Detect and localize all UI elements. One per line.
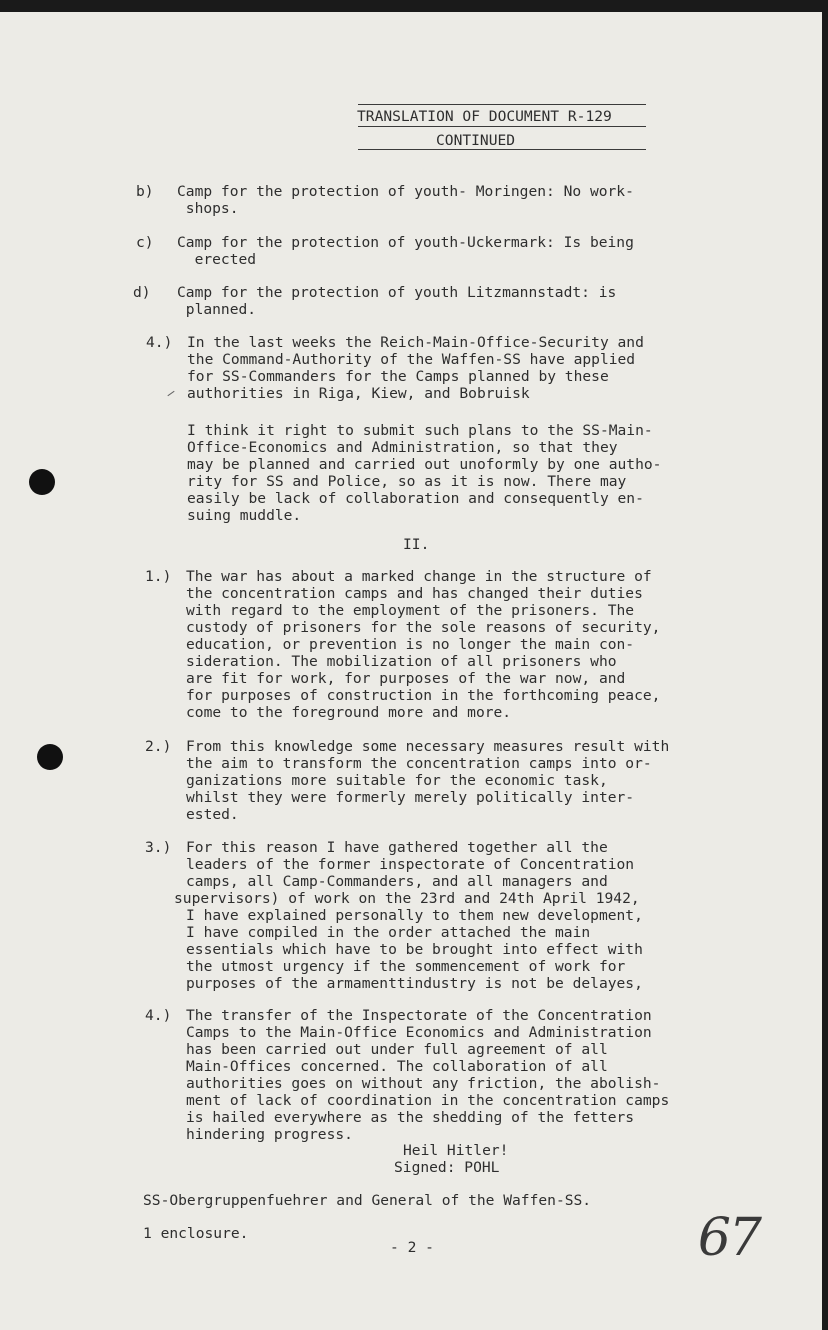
item-2-text: From this knowledge some necessary measures result with the aim to transform the concentration camps into or- ganizations more suitable for the economic task, whilst they were formerly merely politically inter- ested. (186, 738, 670, 823)
item-3-text: For this reason I have gathered together all the leaders of the former inspectorate of Concentration camps, all Camp-Commanders, and all managers and supervisors) of work on the 23rd and 24th April 1942, I have explained personally to them new development, I have compiled in the order attached the main essentials which have to be brought into effect with the utmost urgency if the sommencement of work for purposes of the armamenttindustry is not be delayes, (174, 839, 643, 992)
item-4b-text: The transfer of the Inspectorate of the Concentration Camps to the Main-Office Economics and Administration has been carried out under full agreement of all Main-Offices concerned. The collaboration of all authorities goes on without any friction, the abolish- ment of lack of coordination in the concentration camps is hailed everywhere as the shedding of the fetters hindering progress. (186, 1007, 670, 1143)
item-b-label: b) (136, 183, 154, 200)
handwritten-page-number: 67 (697, 1208, 760, 1268)
punch-hole-top (29, 469, 55, 495)
item-d-text: Camp for the protection of youth Litzmannstadt: is planned. (177, 284, 617, 318)
signer-rank: SS-Obergruppenfuehrer and General of the Waffen-SS. (143, 1192, 592, 1209)
enclosure-note: 1 enclosure. (143, 1225, 249, 1242)
page-number: - 2 - (390, 1239, 434, 1256)
item-c-label: c) (136, 234, 154, 251)
document-title: TRANSLATION OF DOCUMENT R-129 (357, 108, 612, 125)
item-b-text: Camp for the protection of youth- Moringen: No work- shops. (177, 183, 634, 217)
document-page (0, 12, 822, 1330)
item-2-label: 2.) (145, 738, 172, 755)
item-1-label: 1.) (145, 568, 172, 585)
salutation: Heil Hitler! (403, 1142, 509, 1159)
item-4b-label: 4.) (145, 1007, 172, 1024)
margin-tick-mark (167, 391, 174, 396)
header-rule-middle (358, 126, 646, 127)
header-rule-top (358, 104, 646, 105)
item-3-label: 3.) (145, 839, 172, 856)
item-1-text: The war has about a marked change in the structure of the concentration camps and has changed their duties with regard to the employment of the prisoners. The custody of prisoners for the sole reasons of security, education, or prevention is no longer the main con- sideration. The mobilization of all prisoners who are fit for work, for purposes of the war now, and for purposes of construction in the forthcoming peace, come to the foreground more and more. (186, 568, 661, 721)
document-subtitle: CONTINUED (436, 132, 516, 149)
item-c-text: Camp for the protection of youth-Uckermark: Is being erected (177, 234, 634, 268)
item-d-label: d) (133, 284, 151, 301)
item-4a-label: 4.) (146, 334, 173, 351)
signature-line: Signed: POHL (394, 1159, 500, 1176)
section-heading-ii: II. (403, 536, 430, 553)
punch-hole-bottom (37, 744, 63, 770)
item-4a-continuation: I think it right to submit such plans to the SS-Main- Office-Economics and Administration, so that they may be planned and carried out unoformly by one autho- rity for SS and Police, so as it is now. There may easily be lack of collaboration and consequently en- suing muddle. (187, 422, 662, 524)
header-rule-bottom (358, 149, 646, 150)
item-4a-text: In the last weeks the Reich-Main-Office-Security and the Command-Authority of the Waffen-SS have applied for SS-Commanders for the Camps planned by these authorities in Riga, Kiew, and Bobruisk (187, 334, 644, 402)
